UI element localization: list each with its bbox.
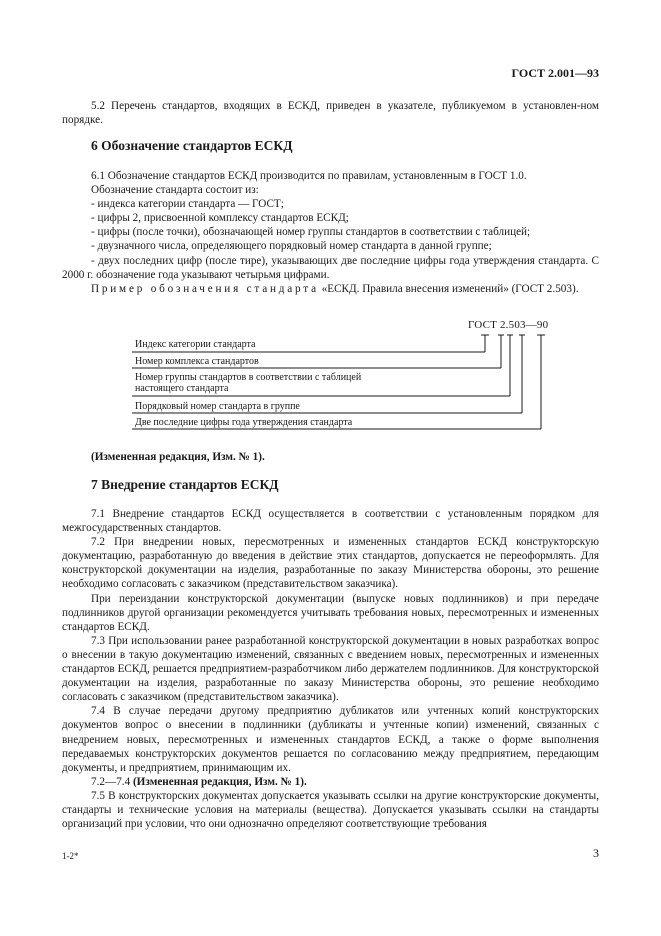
document-header: ГОСТ 2.001—93 [511,66,599,80]
paragraph-7-1: 7.1 Внедрение стандартов ЕСКД осуществляется в соответствии с установленным порядком для межгосударственных стандартов. [62,508,599,535]
diagram-label-group: Номер группы стандартов в соответствии с таблицей [135,372,362,383]
example-text: «ЕСКД. Правила внесения изменений» (ГОСТ 2.503). [318,282,579,295]
section-6-title: 6 Обозначение стандартов ЕСКД [91,138,293,153]
list-item: - двух последних цифр (после тире), указывающих две последние цифры года утверждения стандарта. С 2000 г. обозначение года указывают четырьмя цифрами. [62,254,599,281]
paragraph-6-1-line: 6.1 Обозначение стандартов ЕСКД производится по правилам, установленным в ГОСТ 1.0. [91,170,527,182]
note-bold: (Измененная редакция, Изм. № 1). [132,775,307,788]
paragraph-7-2: 7.2 При внедрении новых, пересмотренных и измененных стандартов ЕСКД конструкторскую документацию, разработанную до введения в действие этих стандартов, допускается не переоформлять. Для конструкторской документации на изделия, разработанные по заказу Министерства обороны, это решение необходимо согласовать с заказчиком (представительством заказчика). [62,536,599,591]
list-item: - индекса категории стандарта — ГОСТ; [91,198,284,211]
revision-note [62,450,599,464]
example-paragraph [62,282,599,296]
list-item: - двузначного числа, определяющего порядковый номер стандарта в данной группе; [91,240,492,253]
paragraph-7-4: 7.4 В случае передачи другому предприятию дубликатов или учтенных копий конструкторских документов вопрос о внесении в подлинники (дубликаты и учтенные копии) изменений, связанных с внедрением новых, пересмотренных и измененных стандартов ЕСКД, а также о форме выполнения передаваемых конструкторских документов решается по согласованию между предприятием, передающим документы, и предприятием, принимающим их. [62,705,599,774]
example-lead: Пример обозначения стандарта [91,282,319,295]
list-item: - цифры 2, присвоенной комплексу стандартов ЕСКД; [91,212,349,225]
diagram-label-index: Индекс категории стандарта [135,339,256,350]
diagram-label-number: Порядковый номер стандарта в группе [135,401,300,412]
page-number: 3 [593,846,599,860]
paragraph-5-2: 5.2 Перечень стандартов, входящих в ЕСКД, приведен в указателе, публикуемом в установлен-ном порядке. [62,100,599,127]
section-7-body [62,507,599,831]
diagram-label-complex: Номер комплекса стандартов [135,356,259,367]
diagram-label-year: Две последние цифры года утверждения стандарта [135,417,353,428]
paragraph-7-2-7-4-note [62,775,599,789]
designation-diagram [132,318,552,438]
section-7-title: 7 Внедрение стандартов ЕСКД [91,477,279,492]
revision-note-text: (Измененная редакция, Изм. № 1). [91,451,265,463]
footer-mark: 1-2* [62,851,79,861]
list-item: - цифры (после точки), обозначающей номер группы стандартов в соответствии с таблицей; [91,226,531,239]
paragraph-7-5: 7.5 В конструкторских документах допускается указывать ссылки на другие конструкторские документы, стандарты и технические условия на материалы (вещества). Допускается указывать ссылки на стандарты организаций при условии, что они однозначно определяют соответствующие требования [62,789,599,831]
diagram-label-group-cont: настоящего стандарта [135,383,229,394]
note-prefix: 7.2—7.4 [91,775,133,788]
paragraph-6-1 [62,169,599,296]
paragraph-6-1-intro: Обозначение стандарта состоит из: [91,184,259,197]
diagram-code: ГОСТ 2.503—90 [468,319,549,331]
paragraph-7-3: 7.3 При использовании ранее разработанной конструкторской документации в новых разработках вопрос о внесении в такую документацию изменений, связанных с введением новых, пересмотренных и измененных стандартов ЕСКД, решается предприятием-разработчиком либо держателем подлинников. Для конструкторской документации на изделия, разработанные по заказу Министерства обороны, это решение необходимо согласовать с заказчиком (представительством заказчика). [62,634,599,704]
paragraph-7-2-b: При переиздании конструкторской документации (выпуске новых подлинников) и при передаче подлинников другой организации рекомендуется учитывать требования новых, пересмотренных и измененных стандартов ЕСКД. [62,592,599,633]
